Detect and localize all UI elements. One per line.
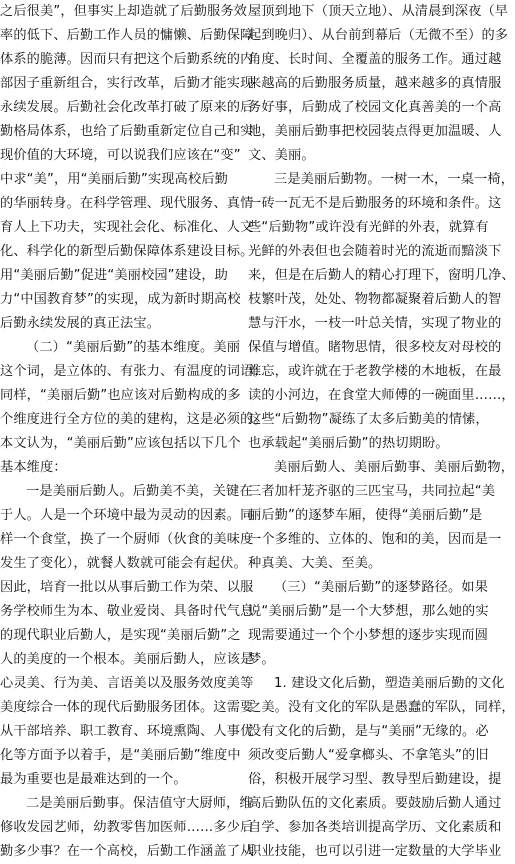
text-line: 心灵美、行为美、言语美以及服务效度美等	[0, 676, 254, 691]
text-line: 种真美、大美、至美。	[248, 556, 382, 571]
text-line: 一个多维的、立体的、饱和的美，因而是一	[248, 532, 502, 547]
text-line: 基本维度：	[0, 460, 67, 475]
text-line: 务好事，后勤成了校园文化真善美的一个高	[248, 100, 502, 115]
text-line: 同样，“美丽后勤”也应该对后勤构成的多	[0, 388, 241, 403]
text-line: 个维度进行全方位的美的建构，这是必须的。	[0, 412, 267, 427]
text-line: 也承载起“美丽后勤”的热切期盼。	[248, 436, 449, 451]
text-line: 现价值的大环境，可以说我们应该在“变”	[0, 148, 241, 163]
text-line: 化、科学化的新型后勤保障体系建设目标。	[0, 244, 254, 259]
text-line: 来越高的后勤服务质量，越来越多的真情服	[248, 76, 502, 91]
text-line: 用“美丽后勤”促进“美丽校园”建设，助	[0, 268, 228, 283]
text-line: （三）“美丽后勤”的逐梦路径。如果	[274, 580, 489, 595]
text-line: 三者加杆茏齐驱的三匹宝马，共同拉起“美	[248, 484, 496, 499]
text-line: 角度、长时间、全覆盖的服务工作。通过越	[248, 52, 502, 67]
text-line: 自学、参加各类培训提高学历、文化素质和	[248, 820, 502, 835]
text-line: 育人上下功夫，实现社会化、标准化、人文	[0, 220, 254, 235]
text-line: 之后很美”，但事实上却造就了后勤服务效	[0, 4, 248, 19]
text-line: 美丽后勤人、美丽后勤事、美丽后勤物，	[274, 460, 515, 475]
text-line: 高后勤队伍的文化素质。要鼓励后勤人通过	[248, 796, 502, 811]
text-line: 保值与增值。睹物思情，很多校友对母校的	[248, 340, 502, 355]
text-line: 体系的脆薄。因而只有把这个后勤系统的内	[0, 52, 254, 67]
text-line: 人的美度的一个根本。美丽后勤人，应该是	[0, 652, 254, 667]
text-line: 修收发园艺师，幼教零售加医师……多少后	[0, 820, 254, 835]
text-line: 光鲜的外表但也会随着时光的流逝而黯淡下	[248, 244, 502, 259]
text-line: 后勤永续发展的真正法宝。	[0, 316, 161, 331]
text-line: 三是美丽后勤物。一树一木，一桌一椅，	[274, 172, 515, 187]
text-line: 文、美丽。	[248, 148, 315, 163]
text-line: 慧与汗水，一枝一叶总关情，实现了物业的	[248, 316, 502, 331]
text-line: 俗，积极开展学习型、教导型后勤建设，提	[248, 772, 502, 787]
text-line: 的现代职业后勤人，是实现“美丽后勤”之	[0, 628, 241, 643]
text-line: 美度综合一体的现代后勤服务团体。这需要	[0, 700, 254, 715]
text-line: 最为重要也是最难达到的一个。	[0, 772, 187, 787]
text-line: 务学校师生为本、敬业爱岗、具备时代气息	[0, 604, 254, 619]
text-line: 样一个食堂，换了一个厨师（伙食的美味度	[0, 532, 254, 547]
text-line: 发生了变化），就餐人数就可能会有起伏。	[0, 556, 247, 571]
text-line: 二是美丽后勤事。保洁值守大厨师，维	[26, 796, 253, 811]
text-line: 读的小河边，在食堂大师傅的一碗面里……，	[248, 388, 515, 403]
text-line: 勤格局体系，也给了后勤重新定位自己和实	[0, 124, 254, 139]
text-line: 说“美丽后勤”是一个大梦想，那么她的实	[248, 604, 489, 619]
text-line: 丽后勤”的逐梦车厢，使得“美丽后勤”是	[248, 508, 483, 523]
text-line: 地，美丽后勤事把校园装点得更加温暖、人	[248, 124, 502, 139]
text-line: 起到晚归）、从台前到幕后（无微不至）的多	[248, 28, 509, 43]
text-line: 于人。人是一个环境中最为灵动的因素。同	[0, 508, 254, 523]
text-line: 中求“美”，用“美丽后勤”实现高校后勤	[0, 172, 228, 187]
text-line: 难忘，或许就在于老教学楼的木地板，在最	[248, 364, 502, 379]
text-line: 勤多少事？在一个高校，后勤工作涵盖了从	[0, 844, 254, 859]
text-line: 部因子重新组合，实行改革，后勤才能实现	[0, 76, 254, 91]
text-line: 须改变后勤人“爱拿榔头、不拿笔头”的旧	[248, 748, 489, 763]
text-line: 些“后勤物”或许没有光鲜的外表，就算有	[248, 220, 489, 235]
text-line: 之美。没有文化的军队是愚蠢的军队，同样，	[248, 700, 515, 715]
text-line: 没有文化的后勤，是与“美丽”无缘的。必	[248, 724, 489, 739]
text-line: 这个词，是立体的、有张力、有温度的词语；	[0, 364, 267, 379]
text-line: 力“中国教育梦”的实现，成为新时期高校	[0, 292, 241, 307]
right-text-column	[248, 0, 515, 864]
text-line: 因此，培育一批以从事后勤工作为荣、以服	[0, 580, 254, 595]
text-line: 梦。	[248, 652, 275, 667]
text-line: 永续发展。后勤社会化改革打破了原来的后	[0, 100, 254, 115]
text-line: 职业技能，也可以引进一定数量的大学毕业	[248, 844, 502, 859]
text-line: 1. 建设文化后勤，塑造美丽后勤的文化	[274, 676, 505, 691]
text-line: 从干部培养、职工教育、环境熏陶、人事优	[0, 724, 254, 739]
text-line: 一砖一瓦无不是后勤服务的环境和条件。这	[248, 196, 502, 211]
text-line: 来，但是在后勤人的精心打理下，窗明几净、	[248, 268, 515, 283]
text-line: 枝繁叶茂，处处、物物都凝聚着后勤人的智	[248, 292, 502, 307]
text-line: 本文认为，“美丽后勤”应该包括以下几个	[0, 436, 241, 451]
text-line: （二）“美丽后勤”的基本维度。美丽	[26, 340, 241, 355]
text-line: 屋顶到地下（顶天立地）、从清晨到深夜（早	[248, 4, 509, 19]
text-line: 一是美丽后勤人。后勤美不美，关键在	[26, 484, 253, 499]
text-line: 化等方面予以着手，是“美丽后勤”维度中	[0, 748, 241, 763]
text-line: 的华丽转身。在科学管理、现代服务、真情	[0, 196, 254, 211]
text-line: 现需要通过一个个小梦想的逐步实现而圆	[248, 628, 489, 643]
text-line: 这些“后勤物”凝练了太多后勤美的情愫，	[248, 412, 489, 427]
text-line: 率的低下、后勤工作人员的慵懒、后勤保障	[0, 28, 254, 43]
